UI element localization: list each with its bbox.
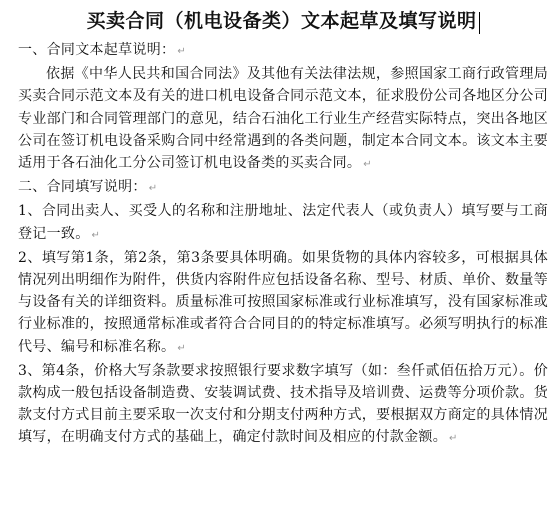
text-cursor: [479, 12, 480, 34]
section-heading-filling: 二、合同填写说明： ↵: [18, 179, 158, 196]
paragraph-mark-icon: ↵: [449, 433, 458, 445]
paragraph-item-1: 1、合同出卖人、买受人的名称和注册地址、法定代表人（或负责人）填写要与工商登记一致。 ↵: [18, 203, 548, 242]
paragraph-mark-icon: ↵: [148, 183, 158, 195]
paragraph-item-3: 3、第4条，价格大写条款要求按照银行要求数字填写（如：叁仟贰佰伍拾万元）。价款构成一般包括设备制造费、安装调试费、技术指导及培训费、运费等分项价款。货款支付方式目前主要采取一次支付和分期支付两种方式，要根据双方商定的具体情况填写，在明确支付方式的基础上，确定付款时间及相应的付款金额。 ↵: [18, 362, 548, 446]
paragraph-mark-icon: ↵: [177, 342, 186, 354]
paragraph-drafting-basis: 依据《中华人民共和国合同法》及其他有关法律法规，参照国家工商行政管理局买卖合同示范文本及有关的进口机电设备合同示范文本，征求股份公司各地区分公司专业部门和合同管理部门的意见，结合石油化工行业生产经营实际特点，突出各地区公司在签订机电设备采购合同中经常遇到的各类问题，制定本合同文本。该文本主要适用于各石油化工分公司签订机电设备类的买卖合同。 ↵: [18, 66, 548, 172]
paragraph-item-2: 2、填写第1条，第2条，第3条要具体明确。如果货物的具体内容较多，可根据具体情况列出明细作为附件，供货内容附件应包括设备名称、型号、材质、单价、数量等与设备有关的详细资料。质量标准可按照国家标准或行业标准填写，没有国家标准或行业标准的，按照通常标准或者符合合同目的的特定标准填写。必须写明执行的标准代号、编号和标准名称。 ↵: [18, 249, 548, 355]
paragraph-mark-icon: ↵: [177, 46, 186, 57]
section-heading-drafting: 一、合同文本起草说明： ↵: [18, 42, 186, 58]
paragraph-mark-icon: ↵: [91, 229, 101, 241]
document-title: 买卖合同（机电设备类）文本起草及填写说明: [86, 10, 477, 32]
title-row: [18, 7, 548, 35]
paragraph-mark-icon: ↵: [363, 159, 372, 171]
